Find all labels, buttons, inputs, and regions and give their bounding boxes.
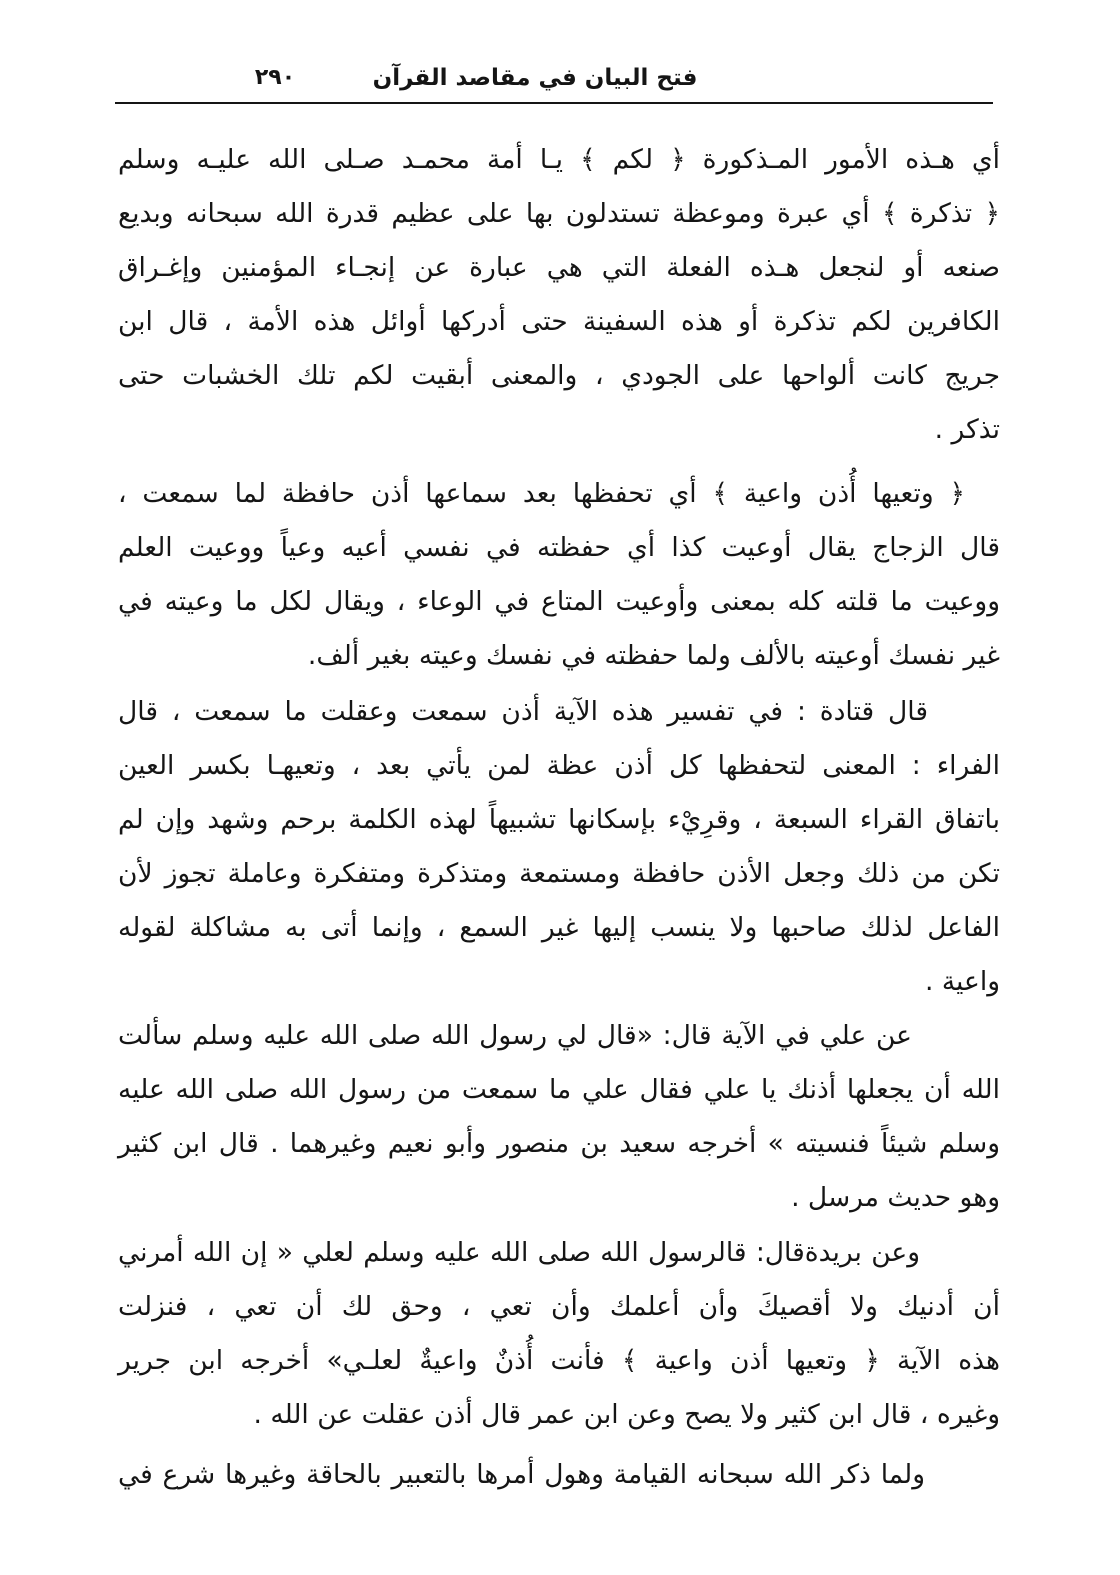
paragraph [118,133,1000,457]
text-line: عن علي في الآية قال: «قال لي رسول الله صلى الله عليه وسلم سألت [118,1020,912,1051]
text-line: أي هـذه الأمور المـذكورة ﴿ لكم ﴾ يـا أمة محمـد صـلى الله عليـه وسلم [118,144,1000,175]
text-line: الفاعل لذلك صاحبها ولا ينسب إليها غير السمع ، وإنما أتى به مشاكلة لقوله [118,912,1000,943]
text-line: الفراء : المعنى لتحفظها كل أذن عظة لمن يأتي بعد ، وتعيهـا بكسر العين [118,750,1000,781]
text-line: غير نفسك أوعيته بالألف ولما حفظته في نفسك وعيته بغير ألف. [307,640,1000,671]
text-line: قال الزجاج يقال أوعيت كذا أي حفظته في نفسي أعيه وعياً ووعيت العلم [118,532,1000,563]
text-line: ﴿ وتعيها أُذن واعية ﴾ أي تحفظها بعد سماعها أذن حافظة لما سمعت ، [118,478,965,509]
text-line: جريج كانت ألواحها على الجودي ، والمعنى أبقيت لكم تلك الخشبات حتى [118,360,1000,391]
paragraph [118,1448,1000,1502]
text-line: وسلم شيئاً فنسيته » أخرجه سعيد بن منصور وأبو نعيم وغيرهما . قال ابن كثير [118,1128,1000,1159]
text-line: تكن من ذلك وجعل الأذن حافظة ومستمعة ومتذكرة ومتفكرة وعاملة تجوز لأن [118,858,1000,889]
paragraph [118,685,1000,1009]
text-line: باتفاق القراء السبعة ، وقرِيْء بإسكانها تشبيهاً لهذه الكلمة برحم وشهد وإن لم [118,804,1000,835]
text-line: تذكر . [934,414,1000,445]
text-line: وعن بريدةقال: قالرسول الله صلى الله عليه وسلم لعلي « إن الله أمرني [118,1237,920,1268]
text-line: وغيره ، قال ابن كثير ولا يصح وعن ابن عمر قال أذن عقلت عن الله . [253,1399,1000,1430]
text-line: الكافرين لكم تذكرة أو هذه السفينة حتى أدركها أوائل هذه الأمة ، قال ابن [118,306,1000,337]
paragraph [118,467,1000,683]
text-line: صنعه أو لنجعل هـذه الفعلة التي هي عبارة عن إنجـاء المؤمنين وإغـراق [118,252,1000,283]
text-line: ووعيت ما قلته كله بمعنى وأوعيت المتاع في الوعاء ، ويقال لكل ما وعيته في [118,586,1000,617]
header-rule [115,102,993,104]
body-text [118,133,1000,1502]
text-line: هذه الآية ﴿ وتعيها أذن واعية ﴾ فأنت أُذنٌ واعيةٌ لعلـي» أخرجه ابن جرير [118,1345,1000,1376]
running-title: فتح البيان في مقاصد القرآن [372,65,698,91]
text-line: واعية . [924,966,1000,997]
paragraph [118,1009,1000,1225]
text-line: الله أن يجعلها أذنك يا علي فقال علي ما سمعت من رسول الله صلى الله عليه [118,1074,1000,1105]
text-line: وهو حديث مرسل . [791,1182,1000,1213]
text-line: ﴿ تذكرة ﴾ أي عبرة وموعظة تستدلون بها على عظيم قدرة الله سبحانه وبديع [118,198,1000,229]
text-line: قال قتادة : في تفسير هذه الآية أذن سمعت وعقلت ما سمعت ، قال [118,696,928,727]
page-number: ٢٩٠ [254,65,296,90]
text-line: ولما ذكر الله سبحانه القيامة وهول أمرها بالتعبير بالحاقة وغيرها شرع في [118,1459,925,1490]
paragraph [118,1226,1000,1442]
text-line: أن أدنيك ولا أقصيكَ وأن أعلمك وأن تعي ، وحق لك أن تعي ، فنزلت [118,1291,1000,1322]
